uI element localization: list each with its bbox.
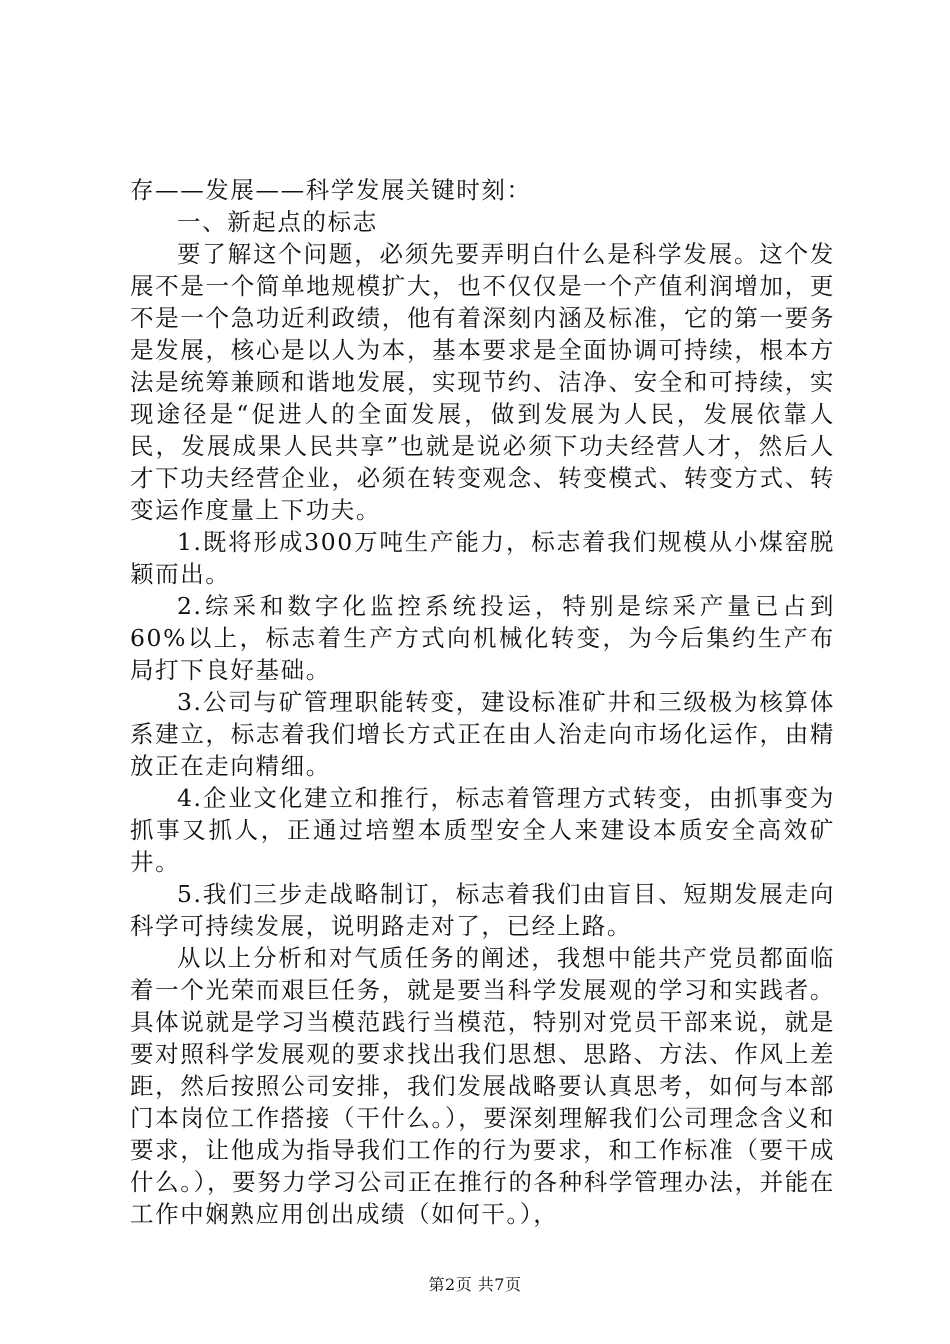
paragraph-intro: 要了解这个问题，必须先要弄明白什么是科学发展。这个发展不是一个简单地规模扩大，也不仅仅是一个产值利润增加，更不是一个急功近利政绩，他有着深刻内涵及标准，它的第一要务是发展，核心是以人为本，基本要求是全面协调可持续，根本方法是统筹兼顾和谐地发展，实现节约、洁净、安全和可持续，实现途径是“促进人的全面发展，做到发展为人民，发展依靠人民，发展成果人民共享”也就是说必须下功夫经营人才，然后人才下功夫经营企业，必须在转变观念、转变模式、转变方式、转变运作度量上下功夫。 bbox=[130, 240, 835, 524]
paragraph-conclusion: 从以上分析和对气质任务的阐述，我想中能共产党员都面临着一个光荣而艰巨任务，就是要当科学发展观的学习和实践者。具体说就是学习当模范践行当模范，特别对党员干部来说，就是要对照科学发展观的要求找出我们思想、思路、方法、作风上差距，然后按照公司安排，我们发展战略要认真思考，如何与本部门本岗位工作搭接（干什么。），要深刻理解我们公司理念含义和要求，让他成为指导我们工作的行为要求，和工作标准（要干成什么。），要努力学习公司正在推行的各种科学管理办法，并能在工作中娴熟应用创出成绩（如何干。）， bbox=[130, 944, 835, 1228]
paragraph-item-3: 3.公司与矿管理职能转变，建设标准矿井和三级极为核算体系建立，标志着我们增长方式正在由人治走向市场化运作，由精放正在走向精细。 bbox=[130, 688, 835, 780]
page-footer: 第2页 共7页 bbox=[428, 1275, 522, 1294]
document-body bbox=[130, 174, 835, 1230]
paragraph-item-2: 2.综采和数字化监控系统投运，特别是综采产量已占到60%以上，标志着生产方式向机械化转变，为今后集约生产布局打下良好基础。 bbox=[130, 592, 835, 684]
section-heading: 一、新起点的标志 bbox=[177, 208, 378, 236]
lead-line: 存——发展——科学发展关键时刻： bbox=[130, 176, 532, 204]
paragraph-item-4: 4.企业文化建立和推行，标志着管理方式转变，由抓事变为抓事又抓人，正通过培塑本质型安全人来建设本质安全高效矿井。 bbox=[130, 784, 835, 876]
paragraph-item-1: 1.既将形成300万吨生产能力，标志着我们规模从小煤窑脱颖而出。 bbox=[130, 528, 835, 588]
paragraph-item-5: 5.我们三步走战略制订，标志着我们由盲目、短期发展走向科学可持续发展，说明路走对了，已经上路。 bbox=[130, 880, 835, 940]
